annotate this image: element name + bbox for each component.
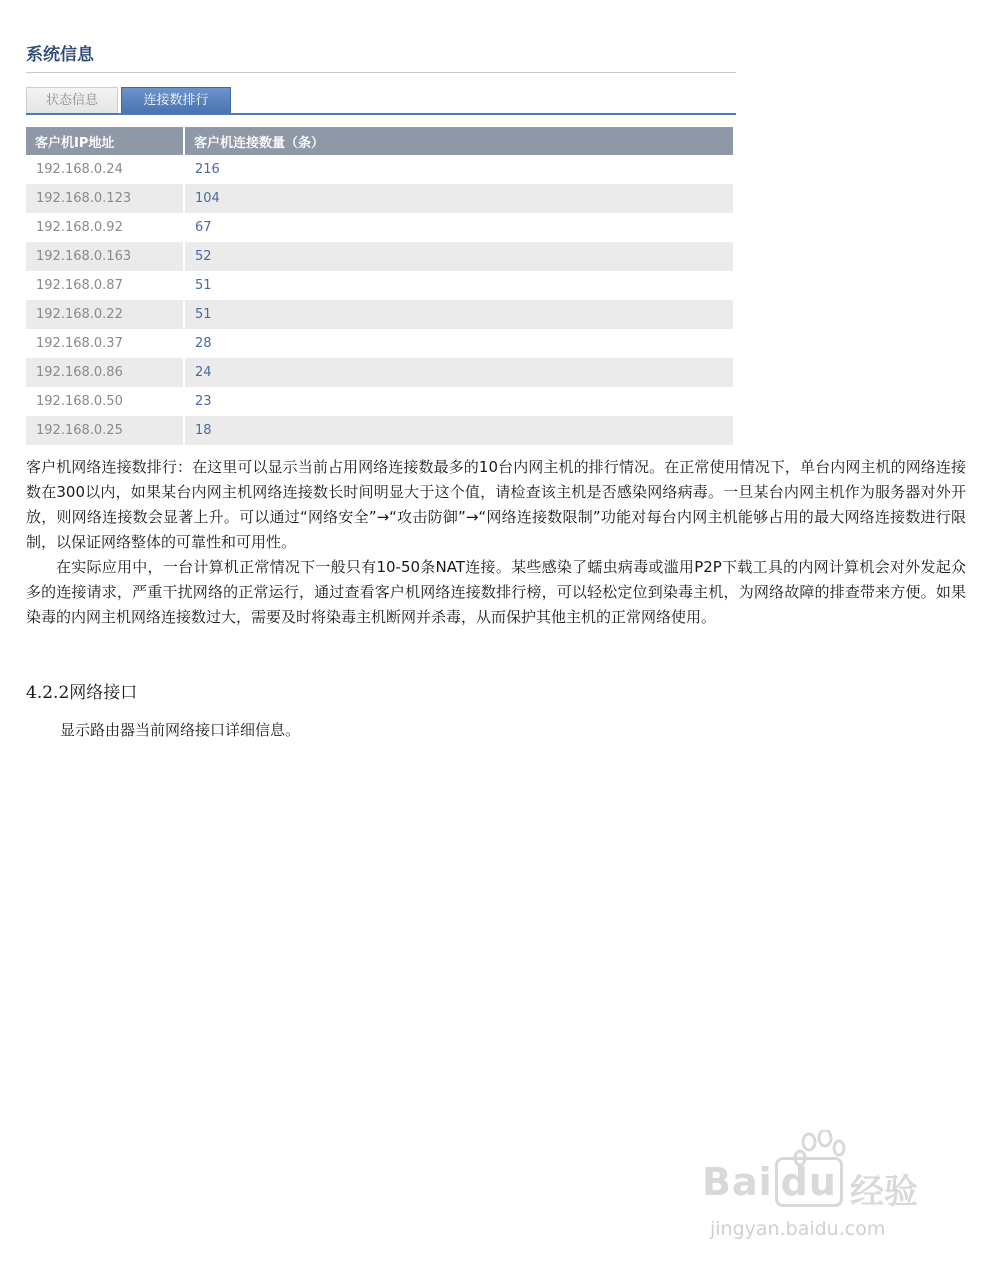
row-count: 23 (184, 387, 733, 416)
section-description: 显示路由器当前网络接口详细信息。 (60, 721, 301, 739)
row-ip: 192.168.0.22 (26, 300, 184, 329)
row-ip: 192.168.0.50 (26, 387, 184, 416)
table-header-row (26, 127, 733, 155)
tab-status-info[interactable]: 状态信息 (26, 87, 118, 113)
row-count: 67 (184, 213, 733, 242)
watermark-brand-bai: Bai (702, 1160, 773, 1204)
tab-connection-ranking[interactable]: 连接数排行 (121, 87, 231, 113)
row-ip: 192.168.0.163 (26, 242, 184, 271)
paragraph-ranking-explanation: 客户机网络连接数排行：在这里可以显示当前占用网络连接数最多的10台内网主机的排行情况。在正常使用情况下，单台内网主机的网络连接数在300以内，如果某台内网主机网络连接数长时间明显大于这个值，请检查该主机是否感染网络病毒。一旦某台内网主机作为服务器对外开放，则网络连接数会显著上升。可以通过“网络安全”→“攻击防御”→“网络连接数限制”功能对每台内网主机能够占用的最大网络连接数进行限制，以保证网络整体的可靠性和可用性。 (26, 458, 966, 551)
system-info-panel (26, 40, 736, 445)
tab-bar (26, 87, 736, 115)
row-count: 18 (184, 416, 733, 445)
row-count: 28 (184, 329, 733, 358)
watermark-product: 经验 (850, 1172, 918, 1212)
table-row (26, 329, 733, 358)
watermark-brand-du: du (775, 1157, 843, 1207)
watermark-brand (702, 1160, 843, 1204)
table-row (26, 358, 733, 387)
row-count: 51 (184, 271, 733, 300)
row-count: 216 (184, 155, 733, 184)
paragraph-practical-use: 在实际应用中，一台计算机正常情况下一般只有10-50条NAT连接。某些感染了蠕虫病毒或滥用P2P下载工具的内网计算机会对外发起众多的连接请求，严重干扰网络的正常运行，通过查看客户机网络连接数排行榜，可以轻松定位到染毒主机，为网络故障的排查带来方便。如果染毒的内网主机网络连接数过大，需要及时将染毒主机断网并杀毒，从而保护其他主机的正常网络使用。 (26, 558, 966, 626)
baidu-jingyan-watermark (700, 1130, 940, 1250)
row-count: 52 (184, 242, 733, 271)
description-text (26, 455, 966, 630)
row-count: 104 (184, 184, 733, 213)
row-ip: 192.168.0.24 (26, 155, 184, 184)
row-ip: 192.168.0.25 (26, 416, 184, 445)
column-header-count: 客户机连接数量（条） (184, 127, 733, 155)
table-row (26, 184, 733, 213)
table-row (26, 416, 733, 445)
row-ip: 192.168.0.123 (26, 184, 184, 213)
row-ip: 192.168.0.87 (26, 271, 184, 300)
section-heading: 4.2.2网络接口 (26, 683, 138, 703)
column-header-ip: 客户机IP地址 (26, 127, 184, 155)
table-row (26, 387, 733, 416)
table-row (26, 242, 733, 271)
row-ip: 192.168.0.92 (26, 213, 184, 242)
row-ip: 192.168.0.37 (26, 329, 184, 358)
row-ip: 192.168.0.86 (26, 358, 184, 387)
watermark-url: jingyan.baidu.com (710, 1218, 886, 1240)
panel-title: 系统信息 (26, 40, 736, 73)
row-count: 51 (184, 300, 733, 329)
table-row (26, 300, 733, 329)
table-row (26, 271, 733, 300)
row-count: 24 (184, 358, 733, 387)
table-row (26, 155, 733, 184)
connection-ranking-table (26, 127, 733, 445)
table-row (26, 213, 733, 242)
